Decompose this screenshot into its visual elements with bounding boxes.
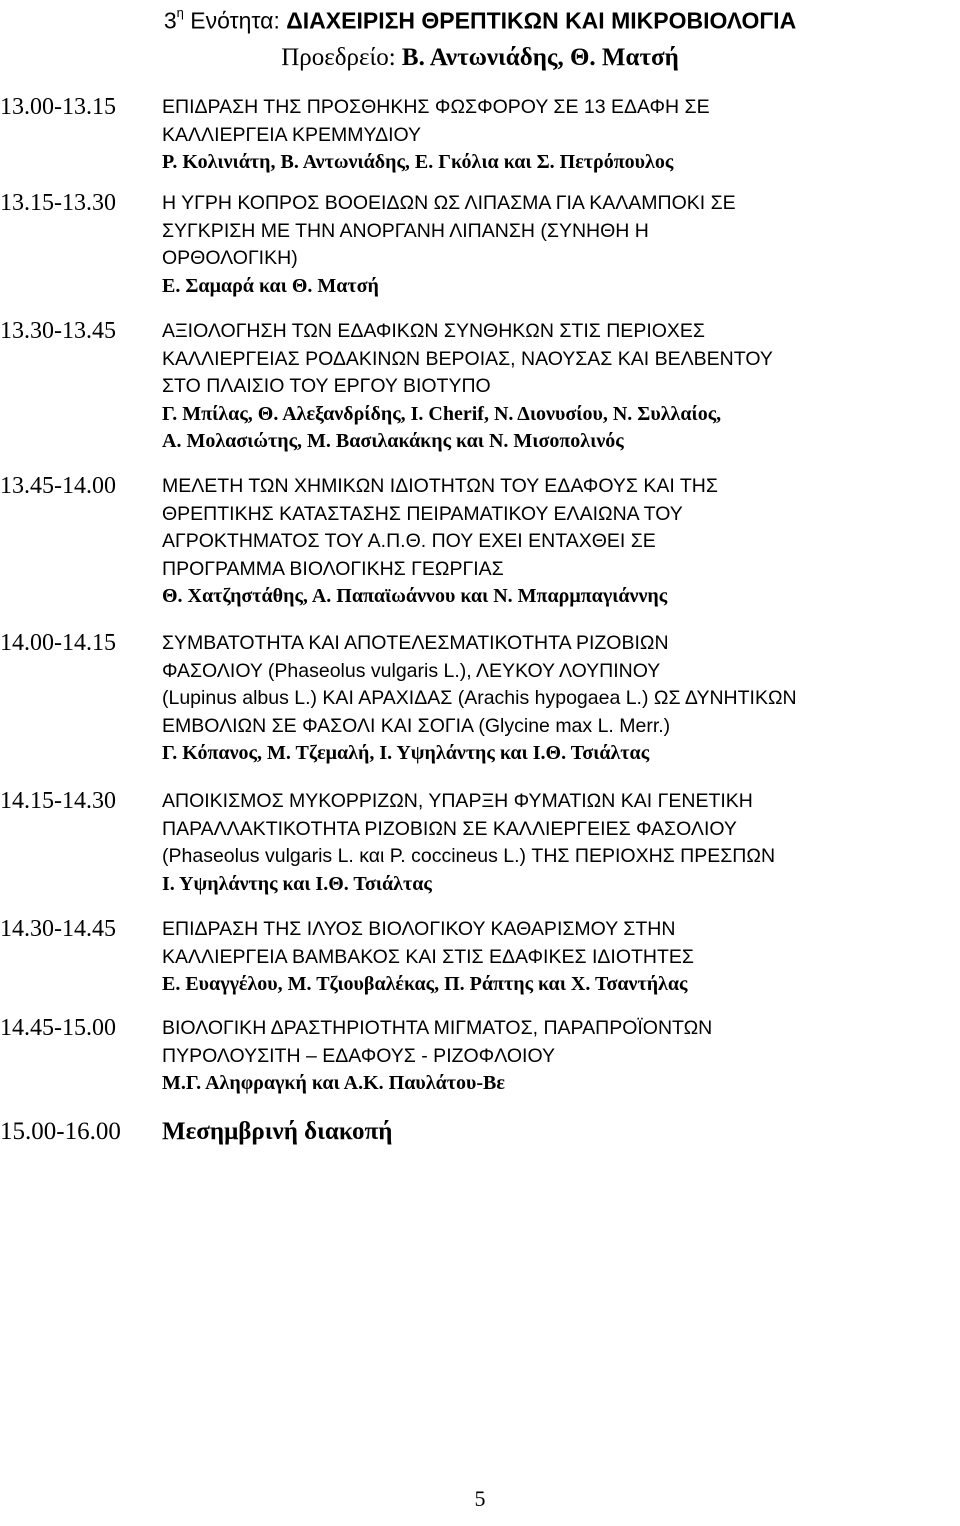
session-title-line: ΠΡΟΓΡΑΜΜΑ ΒΙΟΛΟΓΙΚΗΣ ΓΕΩΡΓΙΑΣ — [162, 557, 504, 580]
section-ordinal-sup: η — [176, 5, 184, 20]
session-title-line: ΑΠΟΙΚΙΣΜΟΣ ΜΥΚΟΡΡΙΖΩΝ, ΥΠΑΡΞΗ ΦΥΜΑΤΙΩΝ ΚΑΙ ΓΕΝΕΤΙΚΗ — [162, 790, 753, 812]
session-authors: Α. Μολασιώτης, Μ. Βασιλακάκης και Ν. Μισοπολινός — [162, 430, 624, 452]
section-number: 3 — [163, 7, 177, 34]
session-title-line: ΒΙΟΛΟΓΙΚΗ ΔΡΑΣΤΗΡΙΟΤΗΤΑ ΜΙΓΜΑΤΟΣ, ΠΑΡΑΠΡΟΪΟΝΤΩΝ — [162, 1017, 713, 1039]
session-title-line: ΜΕΛΕΤΗ ΤΩΝ ΧΗΜΙΚΩΝ ΙΔΙΟΤΗΤΩΝ ΤΟΥ ΕΔΑΦΟΥΣ ΚΑΙ ΤΗΣ — [162, 475, 718, 497]
session-body — [162, 94, 952, 177]
session-time: 14.45-15.00 — [0, 1015, 116, 1041]
page-number: 5 — [474, 1486, 486, 1511]
session-authors: Γ. Κόπανος, Μ. Τζεμαλή, Ι. Υψηλάντης και Ι.Θ. Τσιάλτας — [162, 742, 650, 764]
session-time: 13.00-13.15 — [0, 94, 116, 120]
session-title-line: ΘΡΕΠΤΙΚΗΣ ΚΑΤΑΣΤΑΣΗΣ ΠΕΙΡΑΜΑΤΙΚΟΥ ΕΛΑΙΩΝΑ ΤΟΥ — [162, 502, 683, 525]
session-title-line: ΠΑΡΑΛΛΑΚΤΙΚΟΤΗΤΑ ΡΙΖΟΒΙΩΝ ΣΕ ΚΑΛΛΙΕΡΓΕΙΕΣ ΦΑΣΟΛΙΟΥ — [162, 817, 737, 840]
session-body — [162, 788, 952, 898]
session-title-line: ΕΠΙΔΡΑΣΗ ΤΗΣ ΠΡΟΣΘΗΚΗΣ ΦΩΣΦΟΡΟΥ ΣΕ 13 ΕΔΑΦΗ ΣΕ — [162, 96, 710, 118]
session-body — [162, 473, 952, 611]
session-title-line: (Phaseolus vulgaris L. και P. coccineus L.) ΤΗΣ ΠΕΡΙΟΧΗΣ ΠΡΕΣΠΩΝ — [162, 845, 776, 867]
session-body — [162, 1015, 952, 1098]
session-title-line: ΣΤΟ ΠΛΑΙΣΙΟ ΤΟΥ ΕΡΓΟΥ ΒΙΟΤΥΠΟ — [162, 375, 491, 397]
session-authors: Ρ. Κολινιάτη, Β. Αντωνιάδης, Ε. Γκόλια και Σ. Πετρόπουλος — [162, 151, 674, 173]
session-time: 13.30-13.45 — [0, 318, 116, 344]
session-title-line: ΠΥΡΟΛΟΥΣΙΤΗ – ΕΔΑΦΟΥΣ - ΡΙΖΟΦΛΟΙΟΥ — [162, 1044, 555, 1067]
chair-label: Προεδρείο: — [281, 44, 396, 71]
break-label: Μεσημβρινή διακοπή — [162, 1118, 393, 1145]
session-time: 14.15-14.30 — [0, 788, 116, 814]
session-title-line: ΑΓΡΟΚΤΗΜΑΤΟΣ ΤΟΥ Α.Π.Θ. ΠΟΥ ΕΧΕΙ ΕΝΤΑΧΘΕΙ ΣΕ — [162, 530, 656, 552]
session-title-line: ΣΥΜΒΑΤΟΤΗΤΑ ΚΑΙ ΑΠΟΤΕΛΕΣΜΑΤΙΚΟΤΗΤΑ ΡΙΖΟΒΙΩΝ — [162, 632, 669, 654]
chairs-names: Β. Αντωνιάδης, Θ. Ματσή — [401, 44, 679, 71]
session-authors: Θ. Χατζηστάθης, Α. Παπαϊωάννου και Ν. Μπαρμπαγιάννης — [162, 585, 668, 607]
session-title-line: ΑΞΙΟΛΟΓΗΣΗ ΤΩΝ ΕΔΑΦΙΚΩΝ ΣΥΝΘΗΚΩΝ ΣΤΙΣ ΠΕΡΙΟΧΕΣ — [162, 320, 705, 342]
session-title-line: ΚΑΛΛΙΕΡΓΕΙΑ ΚΡΕΜΜΥΔΙΟΥ — [162, 123, 422, 146]
session-title-line: ΚΑΛΛΙΕΡΓΕΙΑΣ ΡΟΔΑΚΙΝΩΝ ΒΕΡΟΙΑΣ, ΝΑΟΥΣΑΣ ΚΑΙ ΒΕΛΒΕΝΤΟΥ — [162, 347, 773, 370]
section-name: ΔΙΑΧΕΙΡΙΣΗ ΘΡΕΠΤΙΚΩΝ ΚΑΙ ΜΙΚΡΟΒΙΟΛΟΓΙΑ — [286, 7, 797, 34]
session-title-line: ΣΥΓΚΡΙΣΗ ΜΕ ΤΗΝ ΑΝΟΡΓΑΝΗ ΛΙΠΑΝΣΗ (ΣΥΝΗΘΗ Η — [162, 219, 649, 242]
session-title-line: ΦΑΣΟΛΙΟΥ (Phaseolus vulgaris L.), ΛΕΥΚΟΥ ΛΟΥΠΙΝΟΥ — [162, 659, 661, 682]
session-authors: Μ.Γ. Αληφραγκή και Α.Κ. Παυλάτου-Βε — [162, 1072, 505, 1094]
session-time: 13.15-13.30 — [0, 190, 116, 216]
session-time: 14.30-14.45 — [0, 916, 116, 942]
session-body — [162, 916, 952, 999]
section-prefix: Ενότητα: — [190, 7, 280, 34]
session-authors: Ε. Σαμαρά και Θ. Ματσή — [162, 274, 379, 297]
session-body — [162, 190, 952, 300]
chairs-line — [0, 43, 960, 73]
session-time: 13.45-14.00 — [0, 473, 116, 499]
session-time: 14.00-14.15 — [0, 630, 116, 656]
section-heading — [0, 2, 960, 35]
session-title-line: Η ΥΓΡΗ ΚΟΠΡΟΣ ΒΟΟΕΙΔΩΝ ΩΣ ΛΙΠΑΣΜΑ ΓΙΑ ΚΑΛΑΜΠΟΚΙ ΣΕ — [162, 192, 736, 214]
session-title-line: ΚΑΛΛΙΕΡΓΕΙΑ ΒΑΜΒΑΚΟΣ ΚΑΙ ΣΤΙΣ ΕΔΑΦΙΚΕΣ ΙΔΙΟΤΗΤΕΣ — [162, 945, 694, 968]
session-title-line: ΕΜΒΟΛΙΩΝ ΣΕ ΦΑΣΟΛΙ ΚΑΙ ΣΟΓΙΑ (Glycine max L. Merr.) — [162, 714, 671, 737]
break-time: 15.00-16.00 — [0, 1118, 121, 1145]
session-body — [162, 630, 952, 768]
break-body — [162, 1117, 952, 1147]
session-title-line: ΟΡΘΟΛΟΓΙΚΗ) — [162, 247, 298, 269]
session-title-line: (Lupinus albus L.) ΚΑΙ ΑΡΑΧΙΔΑΣ (Arachis hypogaea L.) ΩΣ ΔΥΝΗΤΙΚΩΝ — [162, 687, 797, 709]
session-authors: Ε. Ευαγγέλου, Μ. Τζιουβαλέκας, Π. Ράπτης και Χ. Τσαντήλας — [162, 973, 688, 995]
session-authors: Γ. Μπίλας, Θ. Αλεξανδρίδης, Ι. Cherif, Ν. Διονυσίου, Ν. Συλλαίος, — [162, 402, 722, 425]
session-body — [162, 318, 952, 456]
session-title-line: ΕΠΙΔΡΑΣΗ ΤΗΣ ΙΛΥΟΣ ΒΙΟΛΟΓΙΚΟΥ ΚΑΘΑΡΙΣΜΟΥ ΣΤΗΝ — [162, 918, 676, 940]
session-authors: Ι. Υψηλάντης και Ι.Θ. Τσιάλτας — [162, 872, 432, 895]
